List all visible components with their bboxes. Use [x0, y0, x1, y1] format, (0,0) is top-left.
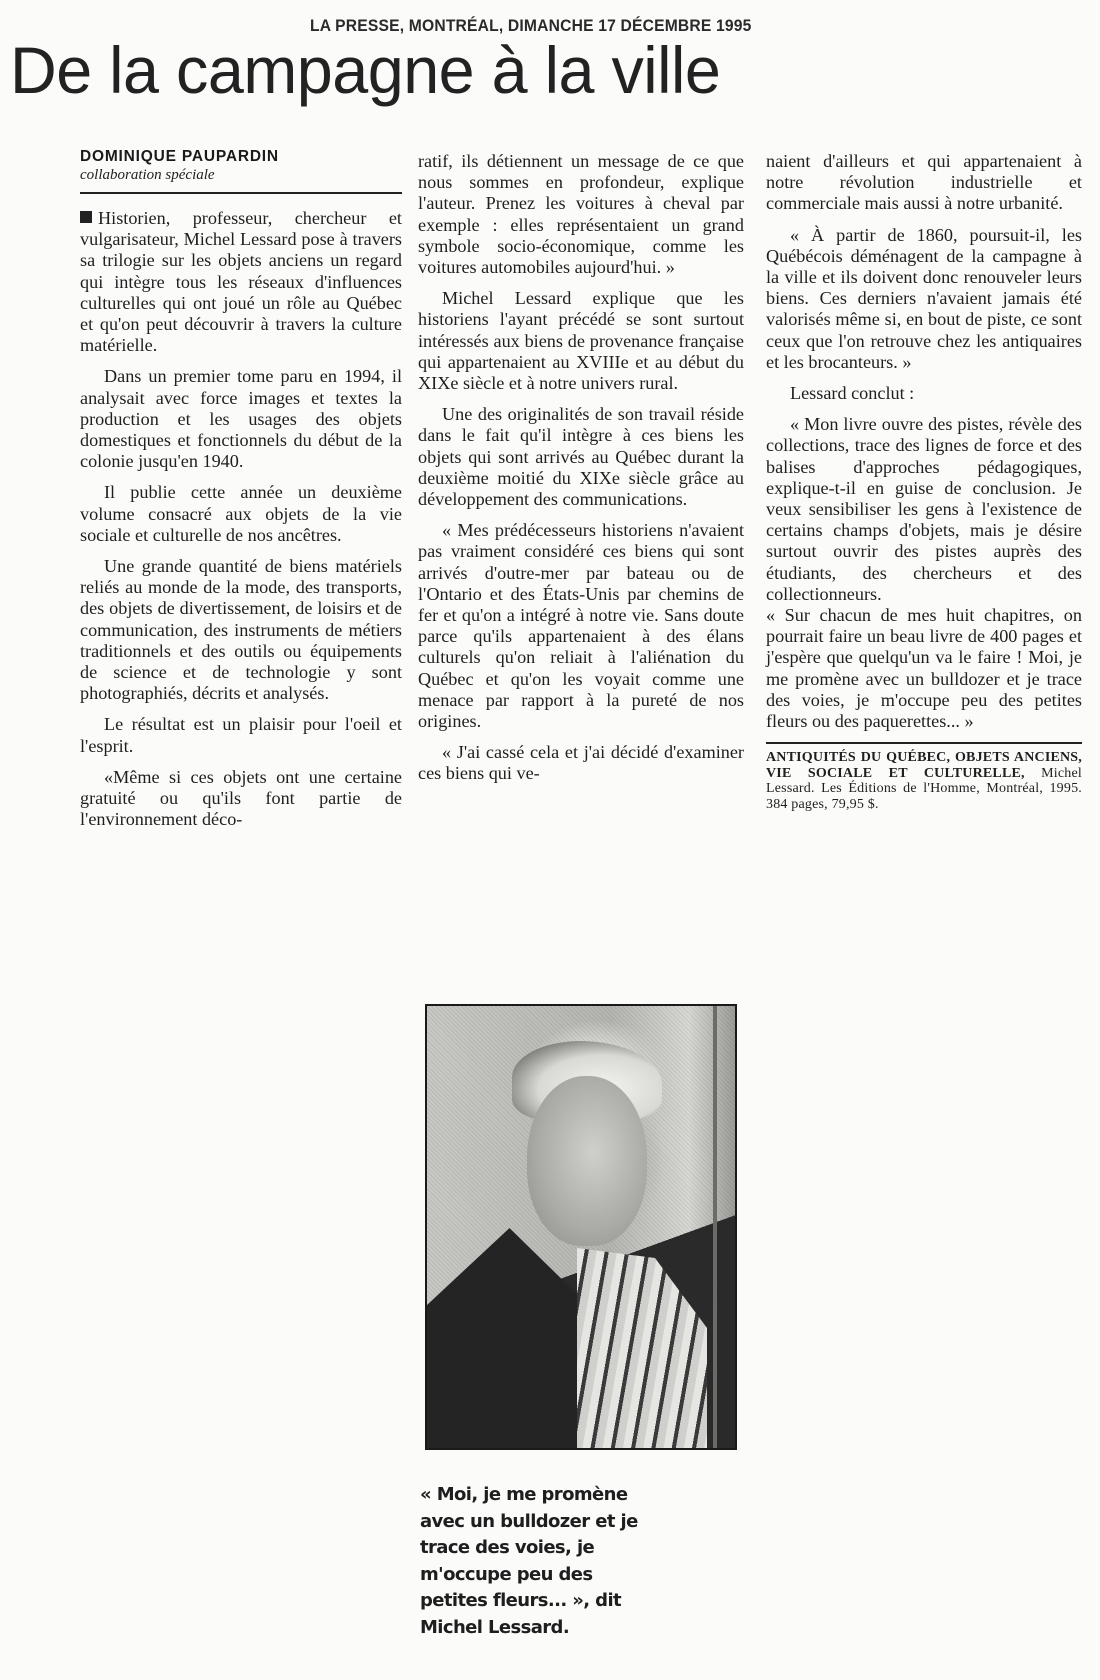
article-column-2 [418, 151, 744, 795]
article-column-1 [80, 148, 402, 840]
photo-jacket [427, 1228, 577, 1448]
photo-background-frame [713, 1006, 717, 1448]
book-details: Michel Lessard. Les Éditions de l'Homme, Montréal, 1995. 384 pages, 79,95 $. [766, 765, 1083, 812]
book-reference [766, 750, 1082, 812]
black-square-bullet-icon [80, 211, 92, 223]
photo-caption: « Moi, je me promène avec un bulldozer et je trace des voies, je m'occupe peu des petites fleurs... », dit Michel Lessard. [420, 1484, 638, 1638]
paragraph: Dans un premier tome paru en 1994, il analysait avec force images et textes la production et les usages des objets domestiques et fonctionnels du début de la colonie jusqu'en 1940. [80, 366, 402, 472]
paragraph: Il publie cette année un deuxième volume consacré aux objets de la vie sociale et culturelle de nos ancêtres. [80, 482, 402, 545]
paragraph: « À partir de 1860, poursuit-il, les Québécois déménagent de la campagne à la ville et ils doivent donc renouveler leurs biens. Ces derniers n'avaient jamais été valorisés même si, en bout de piste, ce sont ceux que l'on retrouve chez les antiquaires et les brocanteurs. » [766, 224, 1082, 372]
paragraph: «Même si ces objets ont une certaine gratuité ou qu'ils font partie de l'environnement déco- [80, 766, 402, 830]
paragraph: « J'ai cassé cela et j'ai décidé d'examiner ces biens qui ve- [418, 742, 744, 784]
paragraph: Le résultat est un plaisir pour l'oeil et l'esprit. [80, 714, 402, 756]
byline-divider [80, 192, 402, 194]
paragraph: « Sur chacun de mes huit chapitres, on pourrait faire un beau livre de 400 pages et j'espère que quelqu'un va le faire ! Moi, je me promène avec un bulldozer et je trace des voies, je m'occupe peu des petites fleurs ou des paquerettes... » [766, 605, 1082, 732]
author-portrait-photo [425, 1004, 737, 1450]
paragraph: Une des originalités de son travail réside dans le fait qu'il intègre à ces biens les objets qui sont arrivés au Québec durant la deuxième moitié du XIXe siècle grâce au développement des communications. [418, 404, 744, 510]
lead-paragraph-text: Historien, professeur, chercheur et vulgarisateur, Michel Lessard pose à travers sa trilogie sur les objets anciens un regard qui intègre tous les réseaux d'influences culturelles qui ont joué un rôle au Québec et qu'on peut découvrir à travers la culture matérielle. [80, 208, 402, 356]
headline: De la campagne à la ville [10, 33, 721, 107]
byline-role: collaboration spéciale [80, 167, 215, 183]
paragraph: Une grande quantité de biens matériels reliés au monde de la mode, des transports, des objets de divertissement, de loisirs et de communication, des instruments de métiers traditionnels et des outils ou équipements de science et de technologie y sont photographiés, décrits et analysés. [80, 556, 402, 704]
byline-author: DOMINIQUE PAUPARDIN [80, 148, 279, 165]
book-title: ANTIQUITÉS DU QUÉBEC, OBJETS ANCIENS, VIE SOCIALE ET CULTURELLE, [766, 750, 1082, 781]
paragraph: « Mon livre ouvre des pistes, révèle des collections, trace des lignes de force et des balises d'approches pédagogiques, explique-t-il en guise de conclusion. Je veux sensibiliser les gens à l'existence de certains champs d'objets, mais je désire surtout ouvrir des pistes auprès des étudiants, des chercheurs et des collectionneurs. [766, 414, 1082, 604]
paragraph: Michel Lessard explique que les historiens l'ayant précédé se sont surtout intéressés aux biens de provenance française qui appartenaient au XVIIIe et au début du XIXe siècle et à notre univers rural. [418, 288, 744, 394]
paragraph: naient d'ailleurs et qui appartenaient à notre révolution industrielle et commerciale mais aussi à notre urbanité. [766, 151, 1082, 214]
book-reference-divider [766, 742, 1082, 744]
article-column-3 [766, 151, 1082, 812]
dateline: LA PRESSE, MONTRÉAL, DIMANCHE 17 DÉCEMBRE 1995 [310, 16, 752, 35]
paragraph: « Mes prédécesseurs historiens n'avaient pas vraiment considéré ces biens qui sont arrivés d'outre-mer par bateau ou de l'Ontario et des États-Unis par chemins de fer et qu'on a intégré à notre vie. Sans doute parce qu'ils appartenaient à des élans culturels qu'on reliait à l'aliénation du Québec et qu'on les voyait comme une menace par rapport à la pureté de nos origines. [418, 520, 744, 732]
paragraph: ratif, ils détiennent un message de ce que nous sommes en profondeur, explique l'auteur. Prenez les voitures à cheval par exemple : elles représentaient un grand symbole socio-économique, comme les voitures automobiles aujourd'hui. » [418, 151, 744, 278]
subhead: Lessard conclut : [790, 383, 915, 404]
photo-face [527, 1076, 647, 1246]
lead-paragraph [80, 208, 402, 356]
photo-shirt [577, 1248, 707, 1448]
